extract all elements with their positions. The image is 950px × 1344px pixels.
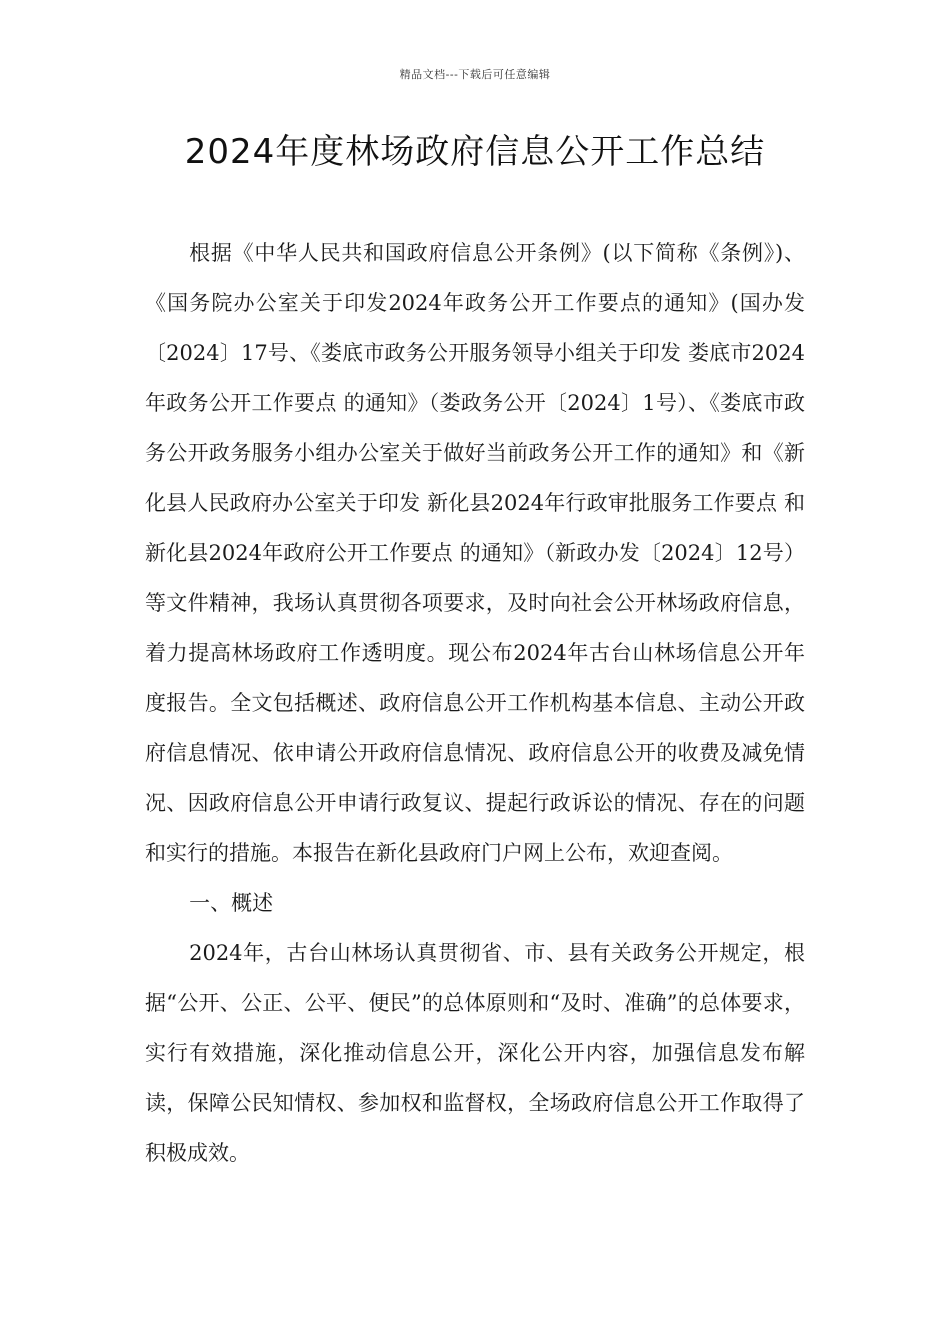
paragraph-intro: 根据《中华人民共和国政府信息公开条例》(以下简称《条例》)、《国务院办公室关于印发2024年政务公开工作要点的通知》(国办发〔2024〕17号、《娄底市政务公开服务领导小组关于印发 娄底市2024年政务公开工作要点 的通知》（娄政务公开〔2024〕1号）、《娄底市政务公开政务服务小组办公室关于做好当前政务公开工作的通知》和《新化县人民政府办公室关于印发 新化县2024年行政审批服务工作要点 和 新化县2024年政府公开工作要点 的通知》（新政办发〔2024〕12号）等文件精神，我场认真贯彻各项要求，及时向社会公开林场政府信息，着力提高林场政府工作透明度。现公布2024年古台山林场信息公开年度报告。全文包括概述、政府信息公开工作机构基本信息、主动公开政府信息情况、依申请公开政府信息情况、政府信息公开的收费及减免情况、因政府信息公开申请行政复议、提起行政诉讼的情况、存在的问题和实行的措施。本报告在新化县政府门户网上公布，欢迎查阅。 — [145, 241, 805, 865]
paragraph-overview: 2024年，古台山林场认真贯彻省、市、县有关政务公开规定，根据“公开、公正、公平、便民”的总体原则和“及时、准确”的总体要求，实行有效措施，深化推动信息公开，深化公开内容，加强信息发布解读，保障公民知情权、参加权和监督权，全场政府信息公开工作取得了积极成效。 — [145, 941, 805, 1165]
document-title: 2024年度林场政府信息公开工作总结 — [184, 132, 766, 172]
section-heading-overview: 一、概述 — [189, 891, 274, 915]
header-note: 精品文档---下载后可任意编辑 — [399, 68, 551, 81]
document-body — [145, 228, 805, 1178]
